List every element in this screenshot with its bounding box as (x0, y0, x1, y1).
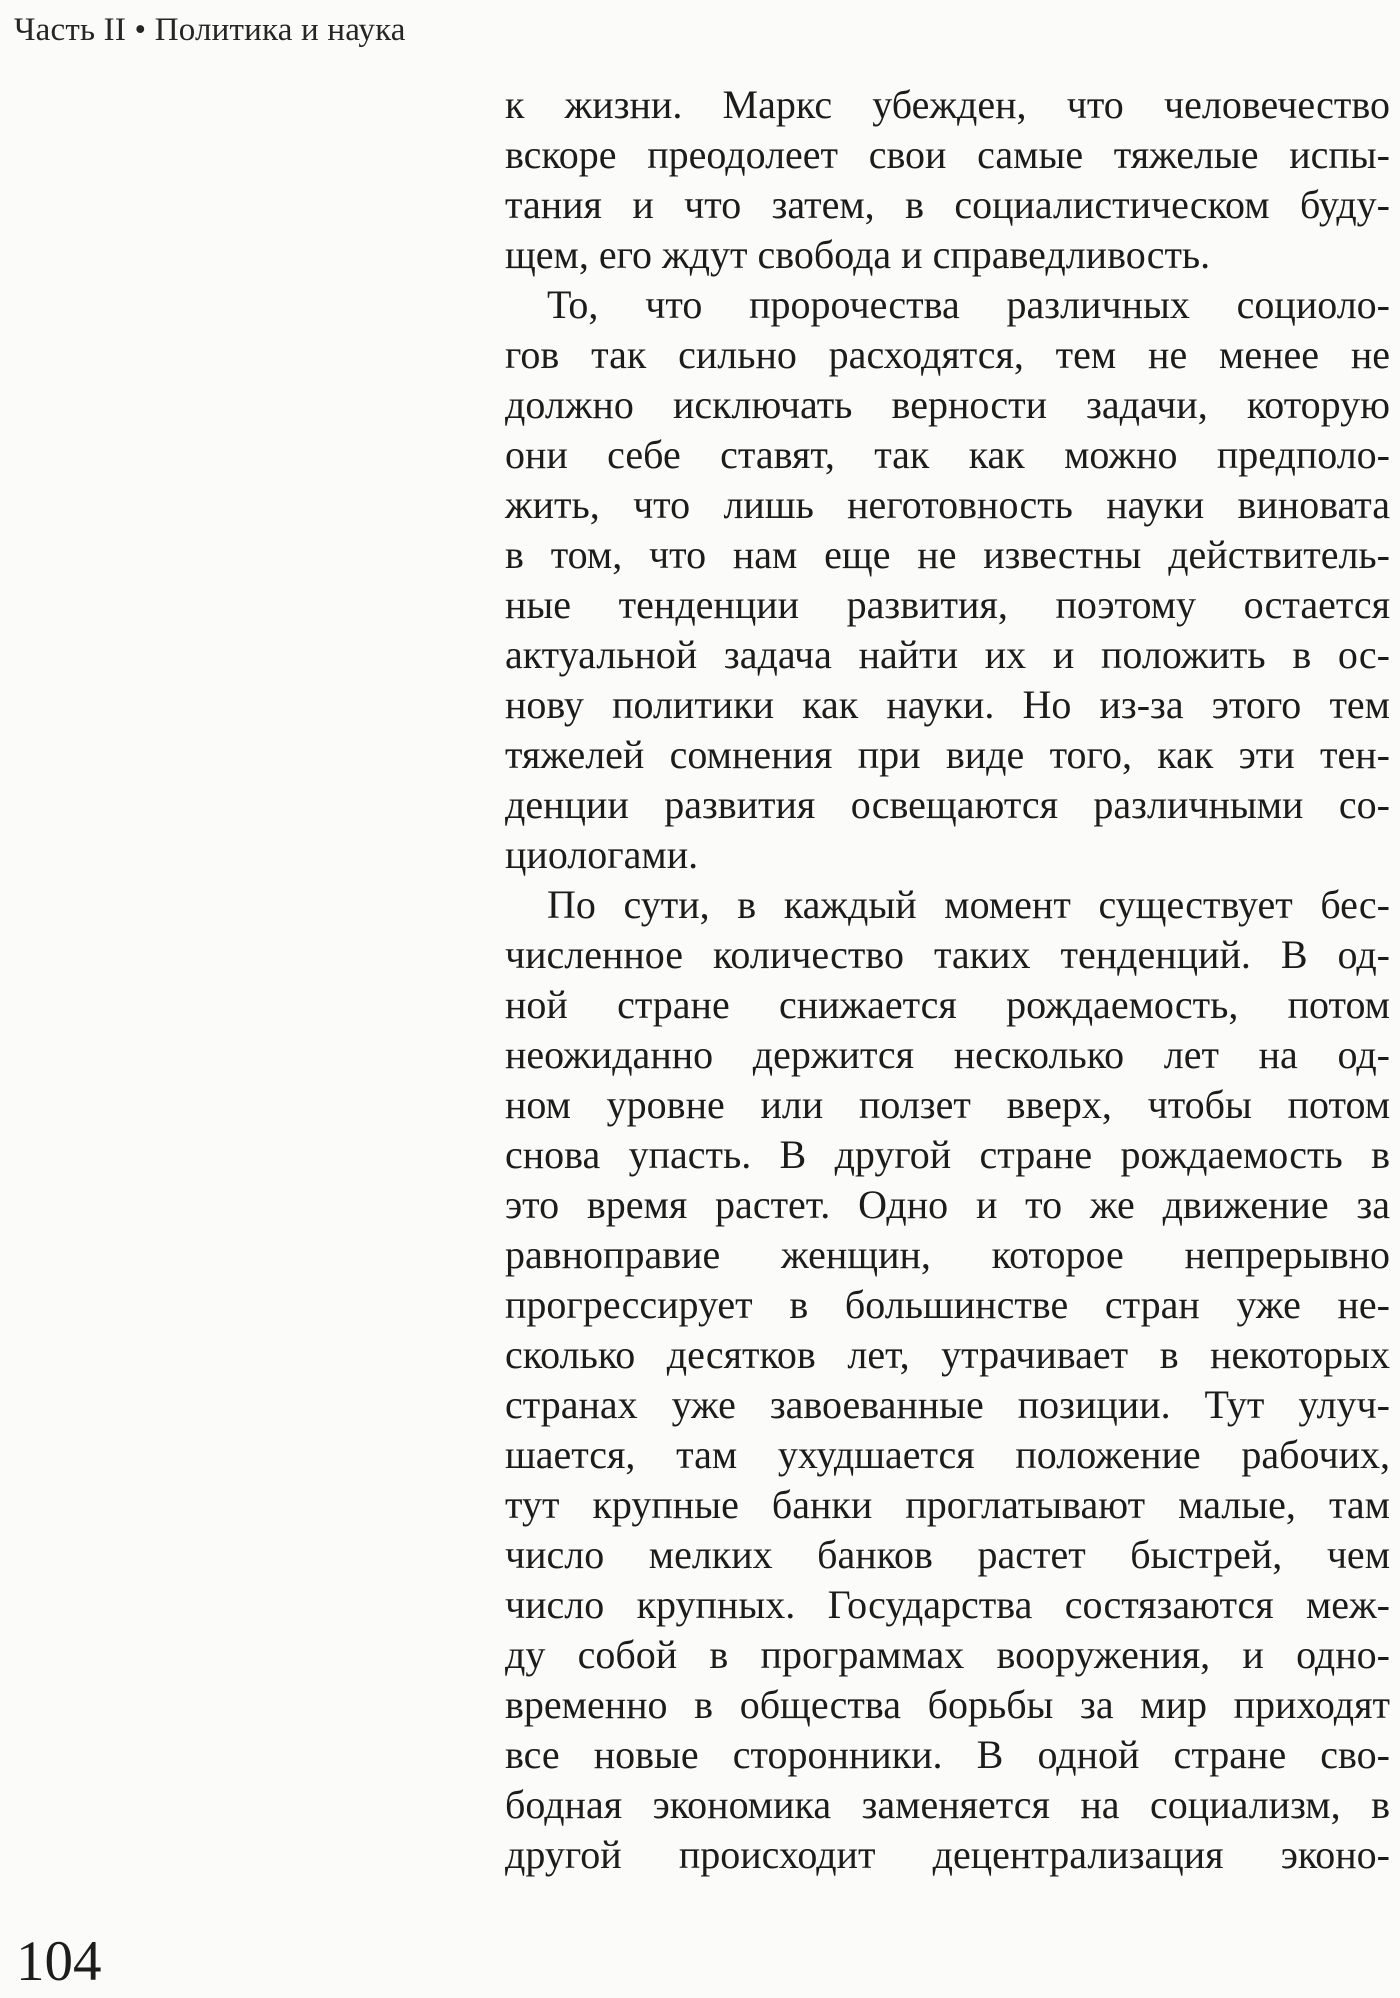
text-line: все новые сторонники. В одной стране сво- (505, 1732, 1390, 1777)
text-column (505, 80, 1390, 1880)
text-line: ной стране снижается рождаемость, потом (505, 982, 1390, 1027)
page-number: 104 (16, 1930, 102, 1993)
text-line: нову политики как науки. Но из-за этого тем (505, 682, 1390, 727)
text-line: щем, его ждут свобода и справедливость. (505, 232, 1211, 277)
text-line: временно в общества борьбы за мир приходят (505, 1682, 1390, 1727)
text-line: странах уже завоеванные позиции. Тут улуч- (505, 1382, 1390, 1427)
text-line: денции развития освещаются различными со- (505, 782, 1390, 827)
running-header: Часть II • Политика и наука (14, 12, 406, 48)
text-line: ные тенденции развития, поэтому остается (505, 582, 1390, 627)
text-line: равноправие женщин, которое непрерывно (505, 1232, 1390, 1277)
text-line: ду собой в программах вооружения, и одно- (505, 1632, 1390, 1677)
text-line: число крупных. Государства состязаются меж- (505, 1582, 1390, 1627)
text-line: гов так сильно расходятся, тем не менее не (505, 332, 1390, 377)
text-line: прогрессирует в большинстве стран уже не- (505, 1282, 1390, 1327)
text-line: к жизни. Маркс убежден, что человечество (505, 82, 1390, 127)
text-line: тут крупные банки проглатывают малые, там (505, 1482, 1390, 1527)
text-line: они себе ставят, так как можно предполо- (505, 432, 1390, 477)
text-line: актуальной задача найти их и положить в ос- (505, 632, 1390, 677)
text-line: По сути, в каждый момент существует бес- (547, 882, 1390, 927)
text-line: жить, что лишь неготовность науки виновата (505, 482, 1390, 527)
text-line: численное количество таких тенденций. В од- (505, 932, 1390, 977)
text-line: число мелких банков растет быстрей, чем (505, 1532, 1390, 1577)
text-line: неожиданно держится несколько лет на од- (505, 1032, 1390, 1077)
text-line: тания и что затем, в социалистическом буду- (505, 182, 1390, 227)
text-line: тяжелей сомнения при виде того, как эти тен- (505, 732, 1390, 777)
text-line: То, что пророчества различных социоло- (547, 282, 1390, 327)
text-line: в том, что нам еще не известны действитель- (505, 532, 1390, 577)
text-line: снова упасть. В другой стране рождаемость в (505, 1132, 1390, 1177)
text-line: это время растет. Одно и то же движение за (505, 1182, 1390, 1227)
text-line: другой происходит децентрализация эконо- (505, 1832, 1390, 1877)
text-line: вскоре преодолеет свои самые тяжелые испы- (505, 132, 1390, 177)
text-line: ном уровне или ползет вверх, чтобы потом (505, 1082, 1390, 1127)
text-line: циологами. (505, 832, 699, 877)
text-line: сколько десятков лет, утрачивает в некоторых (505, 1332, 1390, 1377)
text-line: должно исключать верности задачи, которую (505, 382, 1390, 427)
text-line: бодная экономика заменяется на социализм, в (505, 1782, 1390, 1827)
text-line: шается, там ухудшается положение рабочих, (505, 1432, 1390, 1477)
